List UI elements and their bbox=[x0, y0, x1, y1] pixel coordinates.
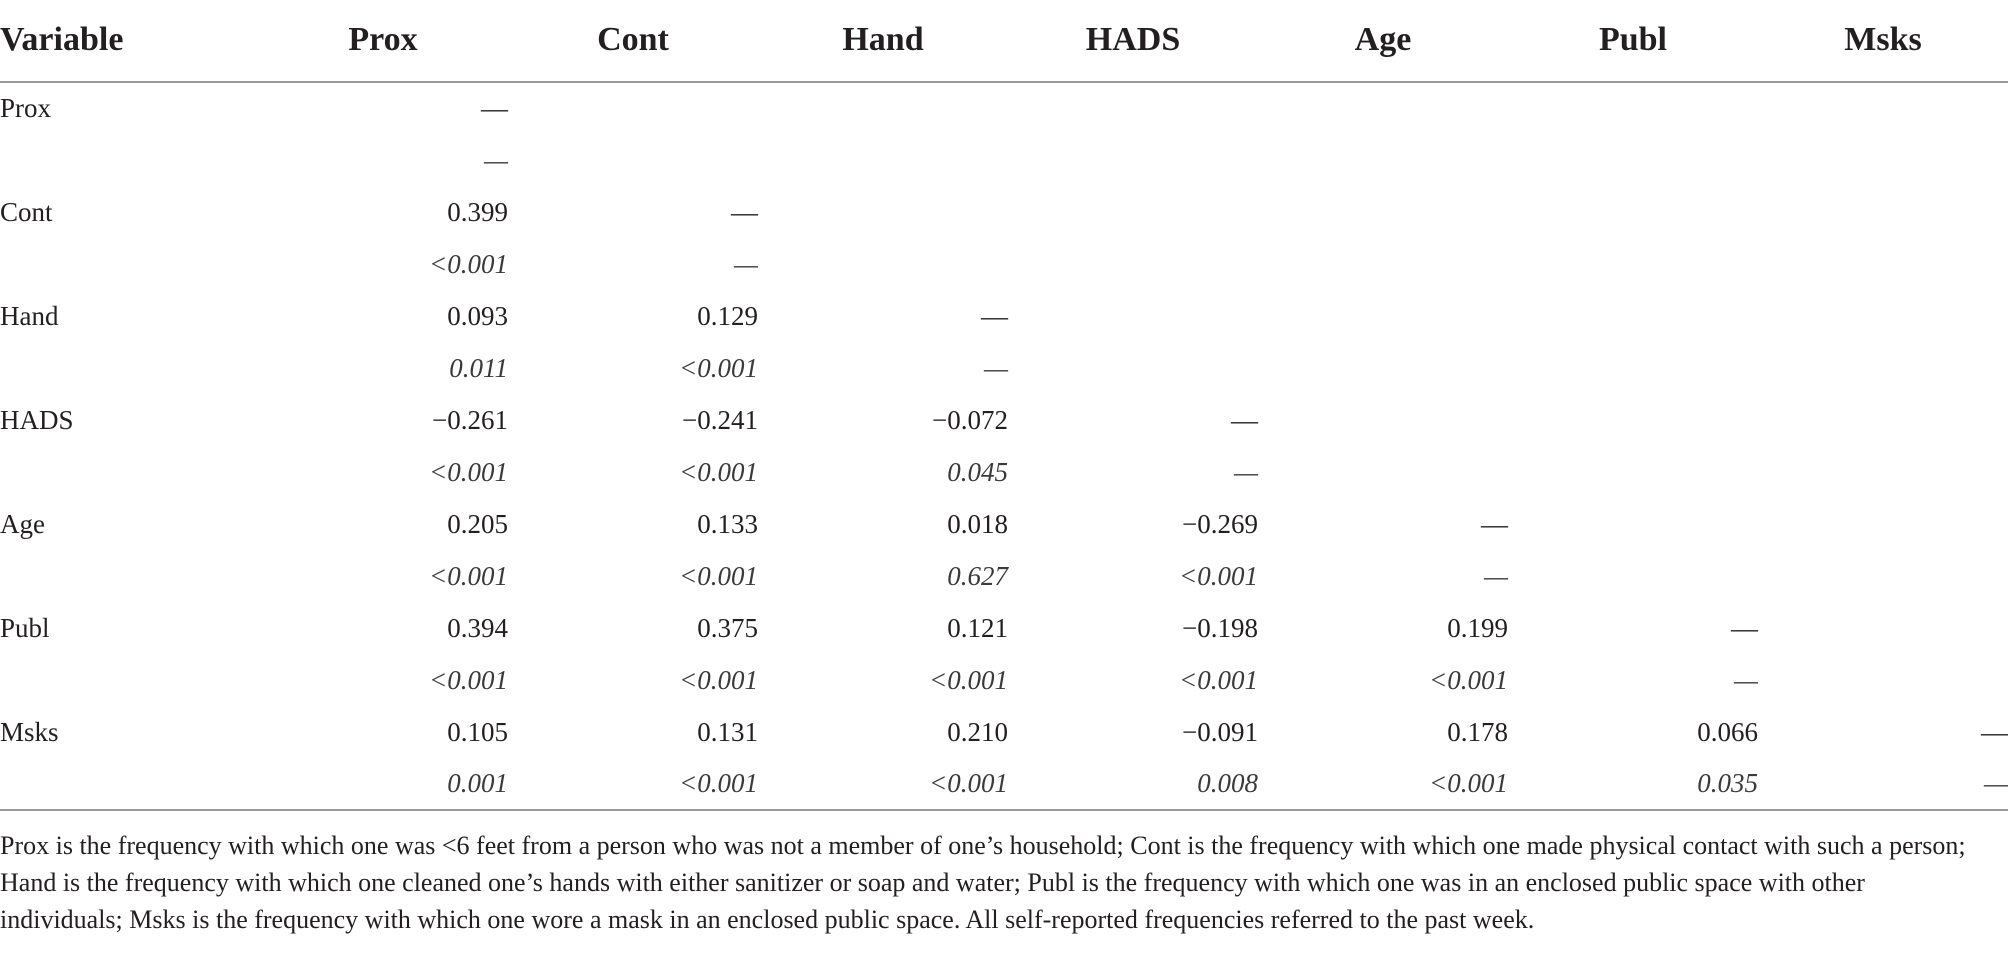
coefficient-cell-cont bbox=[508, 602, 758, 654]
coefficient-value: 0.093 bbox=[447, 300, 508, 331]
coefficient-cell-publ bbox=[1508, 290, 1758, 342]
table-row-p-value bbox=[0, 342, 2008, 394]
coefficient-value: — bbox=[731, 196, 758, 227]
p-value: <0.001 bbox=[429, 456, 508, 487]
coefficient-cell-msks bbox=[1758, 394, 2008, 446]
p-value-cell-hand bbox=[758, 238, 1008, 290]
p-value-cell-msks bbox=[1758, 758, 2008, 810]
coefficient-cell-prox bbox=[258, 602, 508, 654]
coefficient-value: — bbox=[481, 93, 508, 123]
p-value-cell-hand bbox=[758, 550, 1008, 602]
coefficient-value: 0.205 bbox=[447, 508, 508, 539]
coefficient-cell-hand bbox=[758, 186, 1008, 238]
column-header-hads: HADS bbox=[1008, 0, 1258, 82]
column-header-variable: Variable bbox=[0, 0, 258, 82]
table-row-coefficient bbox=[0, 290, 2008, 342]
p-value: 0.045 bbox=[947, 456, 1008, 487]
coefficient-value: — bbox=[1981, 716, 2008, 747]
p-value-cell-hads bbox=[1008, 654, 1258, 706]
p-value-cell-msks bbox=[1758, 342, 2008, 394]
p-value-cell-cont bbox=[508, 654, 758, 706]
coefficient-value: −0.198 bbox=[1182, 612, 1258, 643]
coefficient-cell-prox bbox=[258, 82, 508, 134]
coefficient-cell-cont bbox=[508, 498, 758, 550]
coefficient-cell-cont bbox=[508, 82, 758, 134]
p-value: <0.001 bbox=[1179, 664, 1258, 695]
p-value: <0.001 bbox=[1429, 664, 1508, 695]
p-value: — bbox=[733, 248, 758, 279]
column-header-hand: Hand bbox=[758, 0, 1008, 82]
column-header-msks: Msks bbox=[1758, 0, 2008, 82]
p-value-cell-hand bbox=[758, 446, 1008, 498]
coefficient-cell-msks bbox=[1758, 706, 2008, 758]
p-value: <0.001 bbox=[679, 664, 758, 695]
row-label: Hand bbox=[0, 300, 59, 331]
p-value: 0.008 bbox=[1197, 768, 1258, 798]
p-value: — bbox=[983, 352, 1008, 383]
p-value-cell-hads bbox=[1008, 758, 1258, 810]
coefficient-cell-msks bbox=[1758, 602, 2008, 654]
p-value-cell-hand bbox=[758, 758, 1008, 810]
coefficient-cell-age bbox=[1258, 290, 1508, 342]
coefficient-value: 0.129 bbox=[697, 300, 758, 331]
coefficient-value: −0.241 bbox=[682, 404, 758, 435]
coefficient-cell-age bbox=[1258, 82, 1508, 134]
coefficient-cell-publ bbox=[1508, 82, 1758, 134]
coefficient-cell-hads bbox=[1008, 394, 1258, 446]
coefficient-cell-prox bbox=[258, 290, 508, 342]
p-value-cell-age bbox=[1258, 134, 1508, 186]
coefficient-value: — bbox=[981, 300, 1008, 331]
coefficient-cell-msks bbox=[1758, 82, 2008, 134]
coefficient-value: −0.269 bbox=[1182, 508, 1258, 539]
p-value-cell-prox bbox=[258, 134, 508, 186]
table-row-p-value bbox=[0, 134, 2008, 186]
coefficient-value: 0.178 bbox=[1447, 716, 1508, 747]
coefficient-cell-age bbox=[1258, 394, 1508, 446]
p-value-cell-prox bbox=[258, 758, 508, 810]
p-value: <0.001 bbox=[929, 664, 1008, 695]
coefficient-value: 0.210 bbox=[947, 716, 1008, 747]
coefficient-value: −0.072 bbox=[932, 404, 1008, 435]
row-label: Prox bbox=[0, 93, 52, 123]
coefficient-value: — bbox=[1731, 612, 1758, 643]
coefficient-cell-msks bbox=[1758, 186, 2008, 238]
p-value-cell-hand bbox=[758, 654, 1008, 706]
coefficient-cell-cont bbox=[508, 290, 758, 342]
coefficient-cell-prox bbox=[258, 186, 508, 238]
column-header-age: Age bbox=[1258, 0, 1508, 82]
p-value-cell-cont bbox=[508, 342, 758, 394]
row-label-empty bbox=[0, 654, 258, 706]
table-footnote: Prox is the frequency with which one was <6 feet from a person who was not a member of one’s household; Cont is the frequency with which one made physical contact with such a person; Hand is the frequency with which one cleaned one’s hands with either sanitizer or soap and water; Publ is the frequency with which one was in an enclosed public space with other individuals; Msks is the frequency with which one wore a mask in an enclosed public space. All self-reported frequencies referred to the past week. bbox=[0, 831, 1966, 934]
p-value-cell-cont bbox=[508, 758, 758, 810]
table-row-coefficient bbox=[0, 394, 2008, 446]
p-value-cell-publ bbox=[1508, 550, 1758, 602]
p-value-cell-hand bbox=[758, 342, 1008, 394]
coefficient-cell-cont bbox=[508, 394, 758, 446]
p-value-cell-publ bbox=[1508, 446, 1758, 498]
p-value: <0.001 bbox=[679, 560, 758, 591]
p-value-cell-age bbox=[1258, 342, 1508, 394]
table-row-coefficient bbox=[0, 186, 2008, 238]
coefficient-value: 0.121 bbox=[947, 612, 1008, 643]
coefficient-value: 0.375 bbox=[697, 612, 758, 643]
p-value: <0.001 bbox=[679, 456, 758, 487]
table-row-coefficient bbox=[0, 706, 2008, 758]
coefficient-cell-hand bbox=[758, 602, 1008, 654]
coefficient-cell-hads bbox=[1008, 706, 1258, 758]
coefficient-cell-publ bbox=[1508, 602, 1758, 654]
row-label: Publ bbox=[0, 612, 50, 643]
coefficient-cell-hads bbox=[1008, 82, 1258, 134]
coefficient-cell-hand bbox=[758, 82, 1008, 134]
row-label: Cont bbox=[0, 196, 53, 227]
p-value: 0.627 bbox=[947, 560, 1008, 591]
row-label-empty bbox=[0, 134, 258, 186]
p-value: 0.001 bbox=[447, 768, 508, 798]
column-header-cont: Cont bbox=[508, 0, 758, 82]
coefficient-cell-publ bbox=[1508, 394, 1758, 446]
coefficient-cell-hand bbox=[758, 706, 1008, 758]
p-value: — bbox=[483, 144, 508, 175]
p-value: <0.001 bbox=[429, 248, 508, 279]
coefficient-value: — bbox=[1231, 404, 1258, 435]
coefficient-value: 0.394 bbox=[447, 612, 508, 643]
coefficient-value: 0.131 bbox=[697, 716, 758, 747]
coefficient-value: 0.066 bbox=[1697, 716, 1758, 747]
row-label: Age bbox=[0, 508, 45, 539]
coefficient-value: −0.261 bbox=[432, 404, 508, 435]
coefficient-cell-publ bbox=[1508, 186, 1758, 238]
coefficient-cell-hand bbox=[758, 498, 1008, 550]
table-header bbox=[0, 0, 2008, 82]
row-label-empty bbox=[0, 550, 258, 602]
coefficient-cell-hads bbox=[1008, 498, 1258, 550]
table-row-p-value bbox=[0, 550, 2008, 602]
p-value-cell-hand bbox=[758, 134, 1008, 186]
coefficient-cell-publ bbox=[1508, 706, 1758, 758]
p-value-cell-age bbox=[1258, 446, 1508, 498]
p-value-cell-prox bbox=[258, 654, 508, 706]
p-value-cell-age bbox=[1258, 758, 1508, 810]
p-value: <0.001 bbox=[679, 352, 758, 383]
p-value-cell-msks bbox=[1758, 446, 2008, 498]
p-value-cell-hads bbox=[1008, 550, 1258, 602]
table-row-p-value bbox=[0, 758, 2008, 810]
table-row-coefficient bbox=[0, 82, 2008, 134]
coefficient-cell-prox bbox=[258, 498, 508, 550]
p-value-cell-age bbox=[1258, 550, 1508, 602]
coefficient-cell-hads bbox=[1008, 602, 1258, 654]
p-value-cell-hads bbox=[1008, 342, 1258, 394]
p-value-cell-publ bbox=[1508, 238, 1758, 290]
table-body bbox=[0, 82, 2008, 810]
p-value: — bbox=[1233, 456, 1258, 487]
coefficient-value: 0.133 bbox=[697, 508, 758, 539]
p-value: — bbox=[1733, 664, 1758, 695]
row-label-empty bbox=[0, 238, 258, 290]
coefficient-cell-prox bbox=[258, 394, 508, 446]
p-value-cell-hads bbox=[1008, 238, 1258, 290]
p-value-cell-msks bbox=[1758, 238, 2008, 290]
table-row-p-value bbox=[0, 654, 2008, 706]
p-value: <0.001 bbox=[429, 560, 508, 591]
row-label: HADS bbox=[0, 404, 74, 435]
coefficient-value: 0.018 bbox=[947, 508, 1008, 539]
table-row-coefficient bbox=[0, 602, 2008, 654]
p-value-cell-publ bbox=[1508, 342, 1758, 394]
coefficient-cell-age bbox=[1258, 498, 1508, 550]
p-value: — bbox=[1983, 768, 2008, 798]
p-value-cell-prox bbox=[258, 342, 508, 394]
p-value-cell-publ bbox=[1508, 134, 1758, 186]
p-value: 0.011 bbox=[449, 352, 508, 383]
row-label: Msks bbox=[0, 716, 59, 747]
coefficient-cell-hads bbox=[1008, 290, 1258, 342]
p-value-cell-publ bbox=[1508, 758, 1758, 810]
table-row-coefficient bbox=[0, 498, 2008, 550]
table-row-p-value bbox=[0, 446, 2008, 498]
coefficient-cell-age bbox=[1258, 706, 1508, 758]
p-value-cell-age bbox=[1258, 654, 1508, 706]
p-value-cell-prox bbox=[258, 238, 508, 290]
p-value: 0.035 bbox=[1697, 768, 1758, 798]
coefficient-cell-age bbox=[1258, 186, 1508, 238]
p-value-cell-hads bbox=[1008, 446, 1258, 498]
p-value-cell-msks bbox=[1758, 654, 2008, 706]
coefficient-cell-hads bbox=[1008, 186, 1258, 238]
coefficient-cell-cont bbox=[508, 186, 758, 238]
p-value: <0.001 bbox=[929, 768, 1008, 798]
p-value-cell-publ bbox=[1508, 654, 1758, 706]
column-header-prox: Prox bbox=[258, 0, 508, 82]
table-row-p-value bbox=[0, 238, 2008, 290]
header-row bbox=[0, 0, 2008, 82]
coefficient-value: 0.105 bbox=[447, 716, 508, 747]
p-value-cell-cont bbox=[508, 446, 758, 498]
p-value-cell-msks bbox=[1758, 550, 2008, 602]
coefficient-cell-cont bbox=[508, 706, 758, 758]
row-label-empty bbox=[0, 758, 258, 810]
p-value-cell-age bbox=[1258, 238, 1508, 290]
p-value-cell-cont bbox=[508, 134, 758, 186]
p-value-cell-msks bbox=[1758, 134, 2008, 186]
p-value-cell-hads bbox=[1008, 134, 1258, 186]
p-value-cell-cont bbox=[508, 238, 758, 290]
coefficient-value: 0.399 bbox=[447, 196, 508, 227]
coefficient-value: 0.199 bbox=[1447, 612, 1508, 643]
coefficient-cell-msks bbox=[1758, 498, 2008, 550]
coefficient-cell-publ bbox=[1508, 498, 1758, 550]
p-value: — bbox=[1483, 560, 1508, 591]
p-value-cell-prox bbox=[258, 550, 508, 602]
p-value: <0.001 bbox=[429, 664, 508, 695]
coefficient-cell-hand bbox=[758, 290, 1008, 342]
p-value-cell-cont bbox=[508, 550, 758, 602]
p-value: <0.001 bbox=[1429, 768, 1508, 798]
row-label-empty bbox=[0, 342, 258, 394]
coefficient-value: −0.091 bbox=[1182, 716, 1258, 747]
coefficient-cell-msks bbox=[1758, 290, 2008, 342]
coefficient-cell-age bbox=[1258, 602, 1508, 654]
p-value: <0.001 bbox=[1179, 560, 1258, 591]
coefficient-cell-hand bbox=[758, 394, 1008, 446]
coefficient-cell-prox bbox=[258, 706, 508, 758]
column-header-publ: Publ bbox=[1508, 0, 1758, 82]
p-value-cell-prox bbox=[258, 446, 508, 498]
p-value: <0.001 bbox=[679, 768, 758, 798]
coefficient-value: — bbox=[1481, 508, 1508, 539]
row-label-empty bbox=[0, 446, 258, 498]
